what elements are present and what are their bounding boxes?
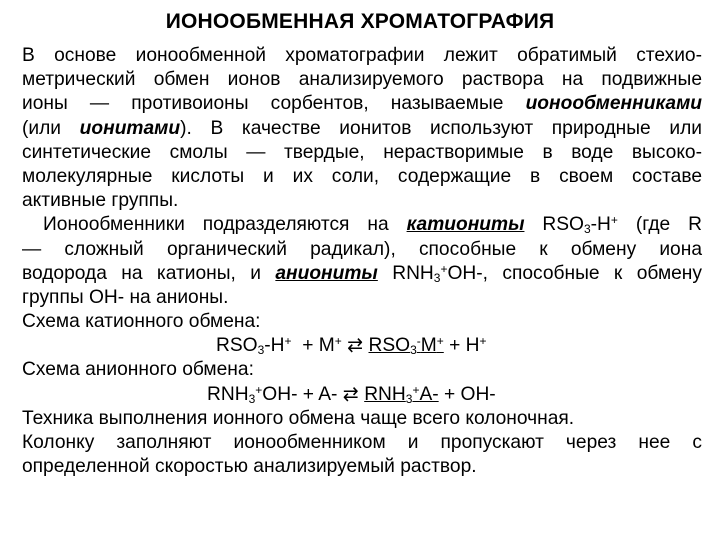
paragraph-2-line-2: — сложный органический радикал), способные к обмену иона (22, 238, 702, 260)
text-run: RNH (377, 262, 434, 284)
slide-body (22, 44, 702, 479)
text-run: OH-, способные к обмену (447, 262, 702, 284)
text-run: -H (264, 335, 285, 357)
text-run: RSO (524, 214, 584, 236)
term-kationity: катиониты (406, 214, 525, 236)
text-run: RNH (207, 383, 249, 405)
paragraph-1-line-1: В основе ионообменной хроматографии лежит обратимый стехио- (22, 45, 702, 66)
text-run: ионы — противоионы сорбентов, называемые (22, 93, 526, 115)
text-run: (или (22, 117, 80, 139)
text-run: + H (443, 335, 480, 357)
cation-scheme-label: Схема катионного обмена: (22, 311, 261, 333)
paragraph-1-line-6: молекулярные кислоты и их соли, содержащие в своем составе (22, 165, 702, 187)
paragraph-1-line-5: синтетические смолы — твердые, нерастворимые в воде высоко- (22, 141, 702, 163)
text-run: + OH- (438, 383, 496, 405)
text-run: водорода на катионы, и (22, 262, 276, 284)
paragraph-1-line-4 (22, 117, 702, 141)
superscript: + (334, 334, 342, 349)
paragraph-3-line-3: определенной скоростью анализируемый раствор. (22, 456, 477, 478)
subscript: 3 (248, 391, 256, 406)
subscript: 3 (405, 391, 413, 406)
anion-scheme-label: Схема анионного обмена: (22, 359, 254, 381)
superscript: - (416, 334, 421, 349)
text-run: + M (291, 335, 335, 357)
superscript: + (284, 334, 292, 349)
equilibrium-arrow: ⇄ (341, 335, 369, 357)
subscript: 3 (433, 270, 441, 285)
superscript: + (412, 382, 420, 397)
term-anionity: аниониты (275, 262, 378, 284)
anion-scheme-equation (22, 383, 702, 407)
cation-product (369, 335, 444, 356)
anion-product (364, 384, 438, 405)
paragraph-2-line-1 (22, 213, 702, 237)
text-run: RNH (364, 383, 406, 405)
subscript: 3 (257, 343, 265, 358)
paragraph-2-line-3 (22, 262, 702, 286)
superscript: + (255, 382, 263, 397)
text-run: (где R (617, 214, 702, 236)
paragraph-3-line-2: Колонку заполняют ионообменником и пропускают через нее с (22, 432, 702, 453)
superscript: + (610, 213, 618, 228)
text-run: RSO (216, 335, 258, 357)
text-run: -H (590, 214, 611, 236)
paragraph-1-line-3 (22, 92, 702, 116)
cation-scheme-equation (22, 334, 702, 358)
paragraph-3-line-1: Техника выполнения ионного обмена чаще всего колоночная. (22, 407, 575, 429)
subscript: 3 (410, 343, 417, 358)
text-run: OH- + A- ⇄ (262, 383, 365, 405)
text-run: A- (419, 383, 439, 405)
superscript: + (479, 334, 487, 349)
subscript: 3 (583, 222, 591, 237)
paragraph-1-line-2: метрический обмен ионов анализируемого раствора на подвижные (22, 69, 702, 91)
paragraph-2-line-4: группы ОН- на анионы. (22, 286, 229, 308)
term-ionity: ионитами (79, 117, 181, 139)
text-run: RSO (368, 335, 411, 357)
term-ionoobmenniki: ионообменниками (525, 93, 702, 115)
superscript: + (436, 334, 444, 349)
text-run: M (420, 335, 437, 357)
text-run: ). В качестве ионитов используют природные или (180, 117, 702, 139)
slide-title: ИОНООБМЕННАЯ ХРОМАТОГРАФИЯ (165, 10, 555, 33)
superscript: + (440, 261, 448, 276)
text-run: Ионообменники подразделяются на (43, 214, 407, 236)
paragraph-1-line-7: активные группы. (22, 190, 179, 212)
